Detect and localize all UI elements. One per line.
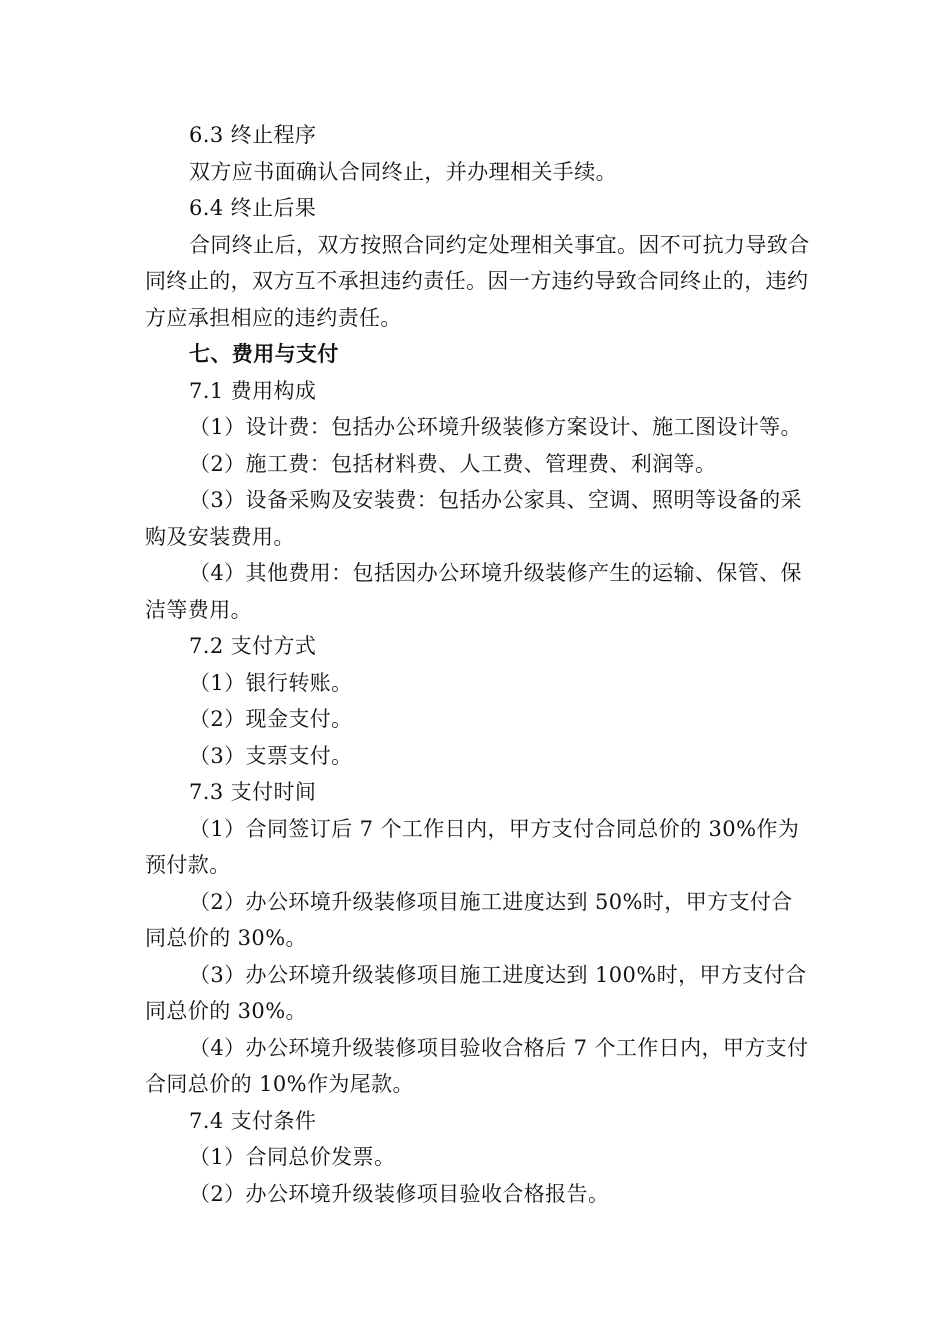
section-6-3-heading: 6.3 终止程序 (189, 123, 317, 147)
section-7-4-heading: 7.4 支付条件 (189, 1108, 317, 1133)
section-7-heading: 七、费用与支付 (189, 341, 339, 366)
section-7-1-item-4: （4）其他费用：包括因办公环境升级装修产生的运输、保管、保洁等费用。 (145, 561, 802, 622)
section-7-3-item-4: （4）办公环境升级装修项目验收合格后 7 个工作日内，甲方支付合同总价的 10%作为尾款。 (145, 1035, 809, 1096)
section-7-2-item-1: （1）银行转账。 (189, 670, 353, 695)
section-6-4-paragraph: 合同终止后，双方按照合同约定处理相关事宜。因不可抗力导致合同终止的，双方互不承担违约责任。因一方违约导致合同终止的，违约方应承担相应的违约责任。 (145, 232, 810, 330)
section-6-3-paragraph: 双方应书面确认合同终止，并办理相关手续。 (189, 159, 617, 184)
section-7-2-item-3: （3）支票支付。 (189, 743, 353, 768)
section-7-2-item-2: （2）现金支付。 (189, 707, 353, 731)
section-7-1-item-3: （3）设备采购及安装费：包括办公家具、空调、照明等设备的采购及安装费用。 (145, 488, 802, 549)
section-7-3-item-3: （3）办公环境升级装修项目施工进度达到 100%时，甲方支付合同总价的 30%。 (145, 962, 807, 1023)
section-7-3-item-1: （1）合同签订后 7 个工作日内，甲方支付合同总价的 30%作为预付款。 (145, 816, 800, 877)
section-7-3-heading: 7.3 支付时间 (189, 780, 317, 804)
section-6-4-heading: 6.4 终止后果 (189, 196, 317, 220)
section-7-1-heading: 7.1 费用构成 (189, 378, 317, 403)
section-7-1-item-1: （1）设计费：包括办公环境升级装修方案设计、施工图设计等。 (189, 415, 802, 439)
document-body (145, 117, 810, 1212)
section-7-4-item-1: （1）合同总价发票。 (189, 1145, 396, 1169)
section-7-1-item-2: （2）施工费：包括材料费、人工费、管理费、利润等。 (189, 451, 717, 476)
section-7-2-heading: 7.2 支付方式 (189, 634, 317, 658)
section-7-3-item-2: （2）办公环境升级装修项目施工进度达到 50%时，甲方支付合同总价的 30%。 (145, 889, 793, 950)
section-7-4-item-2: （2）办公环境升级装修项目验收合格报告。 (189, 1181, 610, 1206)
